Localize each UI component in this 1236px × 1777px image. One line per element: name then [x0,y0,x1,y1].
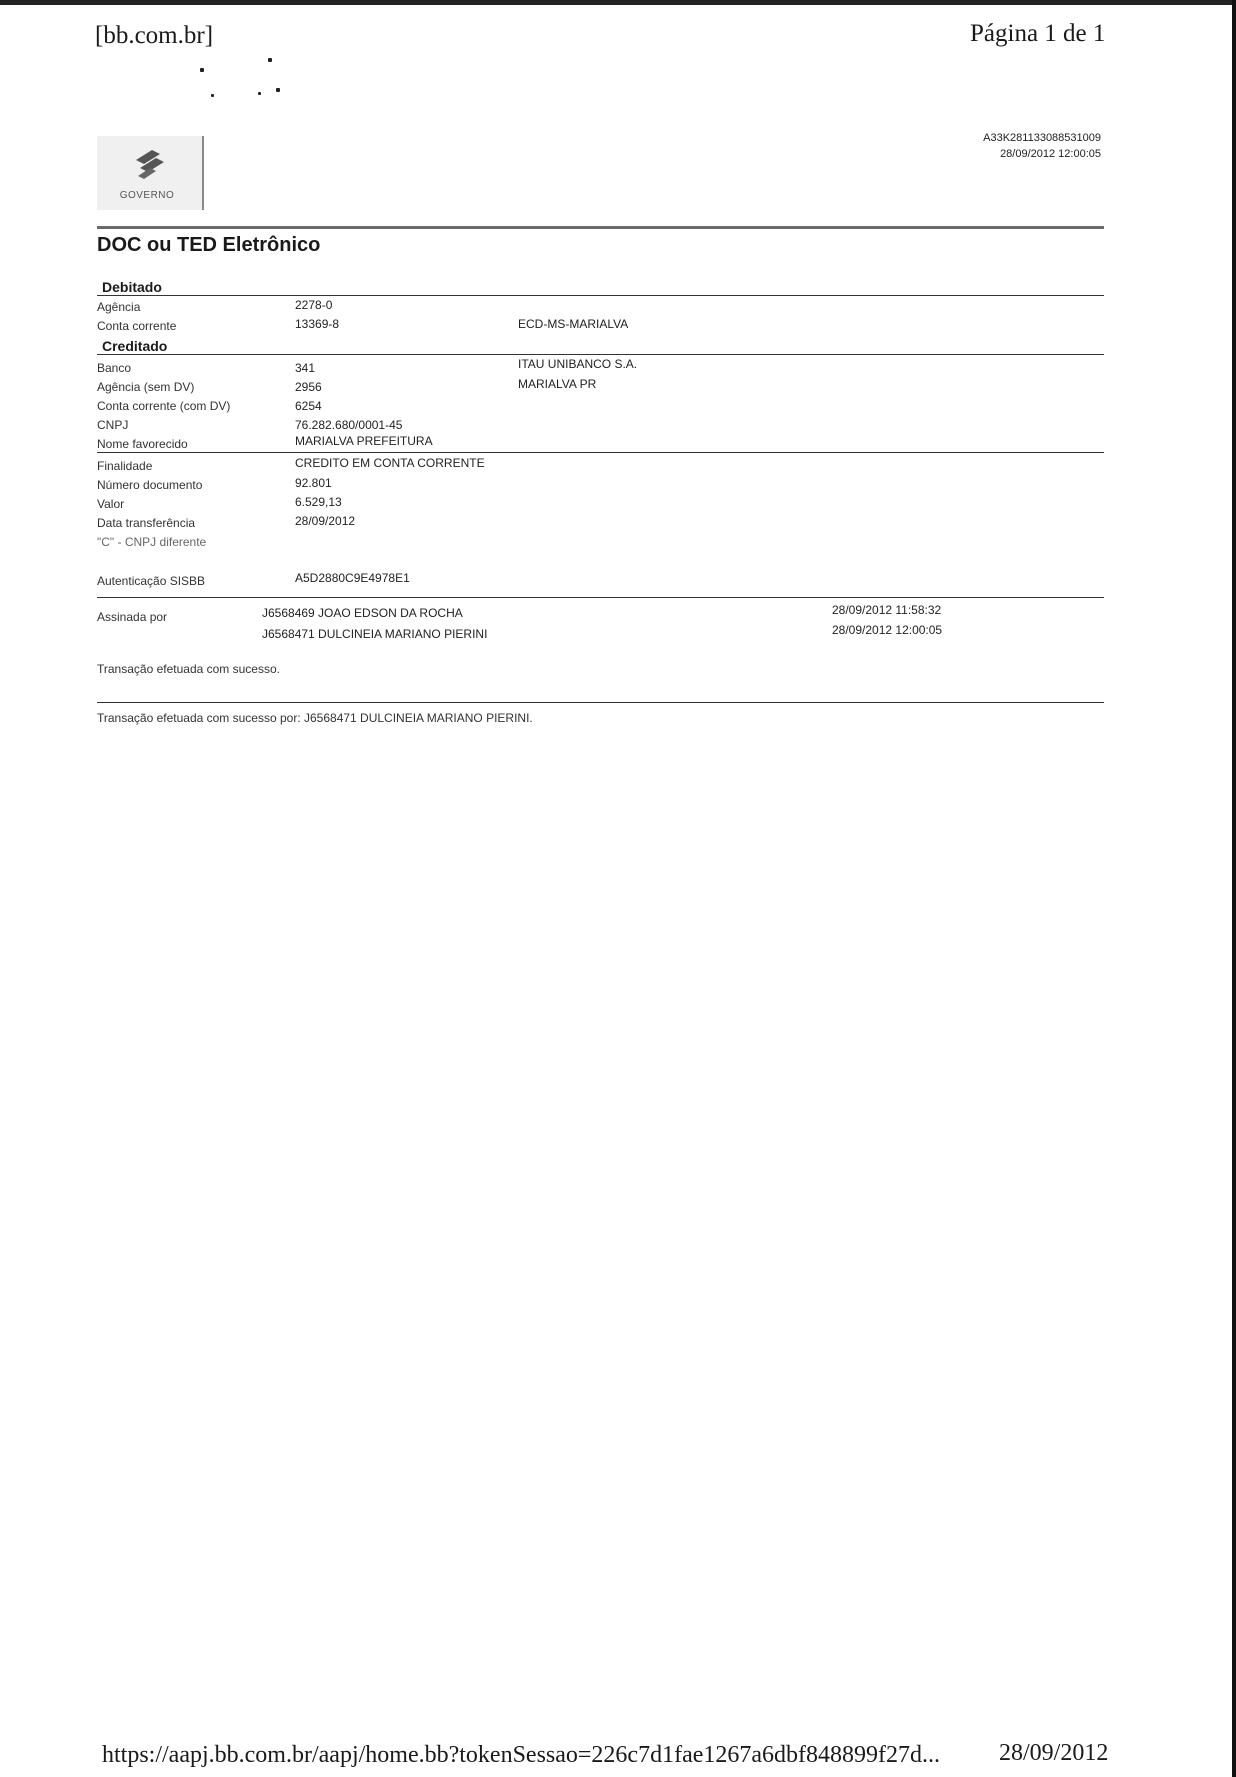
bank-logo-text: GOVERNO [119,190,175,201]
reference-block [983,130,1101,162]
debitado-agencia-value: 2278-0 [295,298,333,312]
divider [97,354,1104,355]
reference-code: A33K281133088531009 [983,132,1101,144]
divider [97,597,1104,598]
scan-top-border [0,0,1236,5]
signature-datetime: 28/09/2012 11:58:32 [832,603,942,617]
data-transferencia-label: Data transferência [97,516,196,530]
creditado-banco-label: Banco [97,361,132,375]
debitado-conta-label: Conta corrente [97,319,177,333]
section-debitado: Debitado [102,279,162,295]
creditado-banco-name: ITAU UNIBANCO S.A. [518,357,638,371]
scan-speck [200,68,204,72]
valor-value: 6.529,13 [295,495,342,509]
signature-name: J6568471 DULCINEIA MARIANO PIERINI [262,627,488,641]
page-title: DOC ou TED Eletrônico [97,234,321,256]
bank-logo-icon [130,144,170,184]
divider [97,452,1104,453]
scan-right-border [1232,0,1236,1777]
finalidade-label: Finalidade [97,459,153,473]
creditado-agencia-city: MARIALVA PR [518,377,597,391]
footer-url: https://aapj.bb.com.br/aapj/home.bb?tokenSessao=226c7d1fae1267a6dbf848899f27d... [102,1742,941,1768]
creditado-cnpj-label: CNPJ [97,418,129,432]
signature-name: J6568469 JOAO EDSON DA ROCHA [262,606,463,620]
creditado-cnpj-value: 76.282.680/0001-45 [295,418,403,432]
signature-datetime: 28/09/2012 12:00:05 [832,623,943,637]
reference-datetime: 28/09/2012 12:00:05 [1000,148,1101,160]
assinada-por-label: Assinada por [97,610,168,624]
divider [97,702,1104,703]
header-site: [bb.com.br] [95,22,214,49]
numero-documento-label: Número documento [97,478,203,492]
creditado-nome-label: Nome favorecido [97,437,188,451]
creditado-agencia-value: 2956 [295,380,322,394]
numero-documento-value: 92.801 [295,476,332,490]
data-transferencia-value: 28/09/2012 [295,514,356,528]
debitado-agencia-label: Agência [97,300,141,314]
creditado-conta-label: Conta corrente (com DV) [97,399,231,413]
cnpj-diferente-note: "C" - CNPJ diferente [97,535,207,549]
divider [97,295,1104,296]
autenticacao-label: Autenticação SISBB [97,574,206,588]
bank-logo [97,136,204,210]
debitado-conta-name: ECD-MS-MARIALVA [518,317,629,331]
section-creditado: Creditado [102,338,168,354]
scan-speck [258,92,261,95]
creditado-agencia-label: Agência (sem DV) [97,380,195,394]
scan-speck [268,58,272,62]
creditado-nome-value: MARIALVA PREFEITURA [295,434,433,448]
footer-date: 28/09/2012 [999,1740,1109,1766]
creditado-banco-value: 341 [295,361,316,375]
status-message: Transação efetuada com sucesso. [97,662,280,676]
status-by: Transação efetuada com sucesso por: J6568471 DULCINEIA MARIANO PIERINI. [97,711,533,725]
finalidade-value: CREDITO EM CONTA CORRENTE [295,456,485,470]
scan-speck [276,88,280,92]
valor-label: Valor [97,497,125,511]
autenticacao-value: A5D2880C9E4978E1 [295,571,410,585]
header-page-number: Página 1 de 1 [970,20,1106,47]
creditado-conta-value: 6254 [295,399,322,413]
header-divider [97,226,1104,229]
scan-speck [211,94,214,97]
debitado-conta-value: 13369-8 [295,317,340,331]
